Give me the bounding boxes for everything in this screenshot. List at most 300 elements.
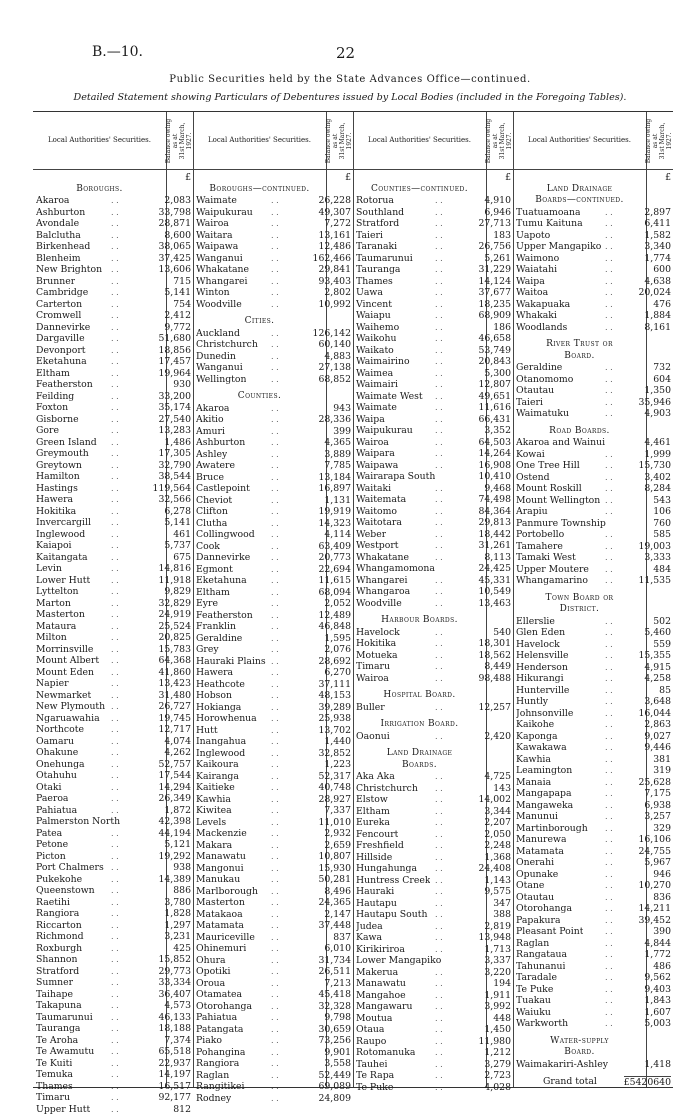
- authority-name: Shannon: [36, 954, 77, 966]
- leader-dots: . .: [271, 955, 279, 967]
- authority-name: Tahunanui: [516, 961, 565, 973]
- authority-name: Stratford: [356, 218, 399, 230]
- authority-name: Henderson: [516, 662, 568, 674]
- leader-dots: . .: [271, 276, 279, 288]
- balance-value: 7,272: [324, 218, 351, 230]
- leader-dots: . .: [111, 667, 119, 679]
- table-row: [353, 627, 513, 639]
- balance-value: 1,223: [324, 759, 351, 771]
- column-header-balance-text: Balance owing as at 31st March, 1927.: [485, 118, 513, 163]
- authority-name: Te Puke: [356, 1082, 393, 1094]
- authority-name: Mackenzie: [196, 828, 247, 840]
- leader-dots: . .: [111, 782, 119, 794]
- table-row: [353, 1013, 513, 1025]
- section-heading: [513, 195, 673, 207]
- table-row: [353, 540, 513, 552]
- leader-dots: . .: [605, 880, 613, 892]
- authority-name: Tumu Kaituna: [516, 218, 583, 230]
- table-row: [33, 644, 193, 656]
- table-row: [513, 506, 673, 518]
- table-row: [513, 742, 673, 754]
- authority-name: Masterton: [36, 609, 85, 621]
- authority-name: Otahuhu: [36, 770, 77, 782]
- authority-name: Richmond: [36, 931, 84, 943]
- table-row: [353, 1036, 513, 1048]
- balance-value: 930: [173, 379, 191, 391]
- leader-dots: . .: [605, 276, 613, 288]
- balance-value: 1,828: [164, 908, 191, 920]
- table-row: [353, 264, 513, 276]
- authority-name: Egmont: [196, 564, 233, 576]
- table-row: [353, 967, 513, 979]
- table-row: [193, 828, 353, 840]
- table-row: [513, 880, 673, 892]
- authority-name: Kaikoura: [196, 759, 239, 771]
- leader-dots: . .: [605, 230, 613, 242]
- table-row: [353, 552, 513, 564]
- table-row: [193, 472, 353, 484]
- authority-name: Ohakune: [36, 747, 78, 759]
- leader-dots: . .: [271, 817, 279, 829]
- column-header-authorities: Local Authorities' Securities.: [513, 112, 646, 169]
- leader-dots: . .: [605, 218, 613, 230]
- leader-dots: . .: [271, 541, 279, 553]
- table-row: [513, 218, 673, 230]
- table-row: [33, 230, 193, 242]
- authority-name: Takapuna: [36, 1000, 82, 1012]
- table-row: [33, 345, 193, 357]
- authority-name: Waitaki: [356, 483, 391, 495]
- authority-name: Hunterville: [516, 685, 569, 697]
- balance-value: 14,294: [158, 782, 191, 794]
- table-row: [353, 886, 513, 898]
- table-row: [193, 920, 353, 932]
- leader-dots: . .: [271, 587, 279, 599]
- authority-name: Ngaruawahia: [36, 713, 100, 725]
- balance-value: 18,188: [158, 1023, 191, 1035]
- leader-dots: . .: [435, 517, 443, 529]
- table-row: [193, 587, 353, 599]
- balance-value: 8,161: [644, 322, 671, 334]
- authority-name: Waikato: [356, 345, 394, 357]
- balance-value: 19,919: [318, 506, 351, 518]
- table-row: [513, 673, 673, 685]
- balance-value: 4,262: [164, 747, 191, 759]
- authority-name: Johnsonville: [516, 708, 573, 720]
- balance-value: 26,756: [478, 241, 511, 253]
- authority-name: Te Puke: [516, 984, 553, 996]
- authority-name: Waipawa: [196, 241, 238, 253]
- balance-value: 600: [653, 264, 671, 276]
- balance-value: 1,131: [324, 495, 351, 507]
- table-row: [353, 875, 513, 887]
- table-row: [193, 840, 353, 852]
- authority-name: Kowai: [516, 449, 545, 461]
- authority-name: Otautau: [516, 892, 554, 904]
- leader-dots: . .: [111, 299, 119, 311]
- authority-name: Featherston: [196, 610, 253, 622]
- authority-name: Otorohanga: [516, 903, 572, 915]
- balance-value: 186: [493, 322, 511, 334]
- table-row: [33, 747, 193, 759]
- balance-value: 4,573: [164, 1000, 191, 1012]
- authority-name: Waimairino: [356, 356, 410, 368]
- column-header-balance-text: Balance owing as at 31st March, 1927.: [645, 118, 673, 163]
- page-number: 22: [336, 44, 355, 62]
- table-row: [353, 898, 513, 910]
- table-row: [33, 678, 193, 690]
- balance-value: 7,785: [324, 460, 351, 472]
- table-row: [513, 800, 673, 812]
- section-heading-text: Land Drainage: [353, 748, 486, 760]
- leader-dots: . .: [605, 984, 613, 996]
- leader-dots: . .: [605, 995, 613, 1007]
- authority-name: Tamahere: [516, 541, 563, 553]
- table-row: [33, 310, 193, 322]
- balance-value: 50,281: [318, 874, 351, 886]
- authority-name: Waipa: [356, 414, 385, 426]
- authority-name: Manawatu: [196, 851, 246, 863]
- balance-value: 143: [493, 783, 511, 795]
- leader-dots: . .: [605, 938, 613, 950]
- column-header-authorities: Local Authorities' Securities.: [33, 112, 166, 169]
- authority-name: Rotorua: [356, 195, 394, 207]
- table-row: [33, 805, 193, 817]
- balance-value: 24,809: [318, 1093, 351, 1105]
- balance-value: 3,333: [644, 552, 671, 564]
- leader-dots: . .: [271, 978, 279, 990]
- balance-value: 11,535: [638, 575, 671, 587]
- table-row: [33, 943, 193, 955]
- leader-dots: . .: [111, 345, 119, 357]
- leader-dots: . .: [435, 333, 443, 345]
- authority-name: Birkenhead: [36, 241, 90, 253]
- authority-name: Clutha: [196, 518, 227, 530]
- table-row: [353, 829, 513, 841]
- balance-value: 20,024: [638, 287, 671, 299]
- balance-value: 3,340: [644, 241, 671, 253]
- authority-name: Avondale: [36, 218, 79, 230]
- leader-dots: . .: [605, 788, 613, 800]
- authority-name: Mangaweka: [516, 800, 573, 812]
- balance-value: £: [505, 172, 511, 184]
- leader-dots: . .: [435, 1001, 443, 1013]
- authority-name: Eketahuna: [36, 356, 87, 368]
- table-row: [513, 811, 673, 823]
- balance-value: 31,734: [318, 955, 351, 967]
- authority-name: Uawa: [356, 287, 383, 299]
- leader-dots: . .: [271, 506, 279, 518]
- leader-dots: . .: [435, 783, 443, 795]
- balance-value: 19,292: [158, 851, 191, 863]
- leader-dots: . .: [111, 195, 119, 207]
- authority-name: Taieri: [356, 230, 383, 242]
- authority-name: Marton: [36, 598, 71, 610]
- authority-name: Kawhia: [516, 754, 551, 766]
- balance-value: 543: [653, 495, 671, 507]
- balance-value: 46,658: [478, 333, 511, 345]
- authority-name: Matamata: [516, 846, 564, 858]
- leader-dots: . .: [111, 931, 119, 943]
- table-row: [353, 990, 513, 1002]
- table-row: [513, 207, 673, 219]
- leader-dots: . .: [271, 437, 279, 449]
- balance-value: 14,002: [478, 794, 511, 806]
- authority-name: Mount Eden: [36, 667, 94, 679]
- leader-dots: . .: [271, 1001, 279, 1013]
- leader-dots: . .: [271, 874, 279, 886]
- leader-dots: . .: [605, 708, 613, 720]
- balance-value: 2,863: [644, 719, 671, 731]
- authority-name: Cromwell: [36, 310, 81, 322]
- balance-value: 37,425: [158, 253, 191, 265]
- section-heading-text: Counties.: [193, 391, 326, 403]
- leader-dots: . .: [111, 862, 119, 874]
- table-row: [513, 708, 673, 720]
- table-row: [193, 374, 353, 386]
- table-column: [193, 112, 353, 1087]
- authority-name: Patea: [36, 828, 62, 840]
- authority-name: Pohangina: [196, 1047, 245, 1059]
- table-row: [193, 633, 353, 645]
- leader-dots: . .: [435, 345, 443, 357]
- authority-name: Hikurangi: [516, 673, 564, 685]
- table-row: [353, 1059, 513, 1071]
- leader-dots: . .: [111, 448, 119, 460]
- authority-name: Queenstown: [36, 885, 95, 897]
- leader-dots: . .: [435, 230, 443, 242]
- balance-value: 1,212: [484, 1047, 511, 1059]
- balance-value: 45,418: [318, 989, 351, 1001]
- authority-name: Heathcote: [196, 679, 245, 691]
- balance-value: 46,133: [158, 1012, 191, 1024]
- authority-name: Mount Albert: [36, 655, 99, 667]
- leader-dots: . .: [605, 846, 613, 858]
- leader-dots: . .: [111, 506, 119, 518]
- leader-dots: . .: [435, 932, 443, 944]
- leader-dots: . .: [271, 989, 279, 1001]
- balance-value: 1,774: [644, 253, 671, 265]
- table-column: [513, 112, 673, 1087]
- balance-value: 14,197: [158, 1069, 191, 1081]
- grand-total-row: [513, 1076, 673, 1088]
- balance-value: 1,911: [484, 990, 511, 1002]
- balance-value: 53,749: [478, 345, 511, 357]
- leader-dots: . .: [435, 195, 443, 207]
- table-row: [353, 322, 513, 334]
- leader-dots: . .: [271, 1024, 279, 1036]
- leader-dots: . .: [435, 575, 443, 587]
- balance-value: 26,727: [158, 701, 191, 713]
- authority-name: Waipukurau: [356, 425, 413, 437]
- balance-value: 14,389: [158, 874, 191, 886]
- balance-value: 484: [653, 564, 671, 576]
- authority-name: Huntly: [516, 696, 548, 708]
- leader-dots: . .: [271, 1081, 279, 1093]
- table-row: [33, 529, 193, 541]
- leader-dots: . .: [605, 869, 613, 881]
- authority-name: Weber: [356, 529, 386, 541]
- balance-value: 17,305: [158, 448, 191, 460]
- leader-dots: . .: [605, 972, 613, 984]
- balance-value: 46,848: [318, 621, 351, 633]
- balance-value: 6,946: [484, 207, 511, 219]
- section-heading: [33, 184, 193, 196]
- authority-name: Waitotara: [356, 517, 402, 529]
- authority-name: Hutt: [196, 725, 218, 737]
- table-row: [33, 333, 193, 345]
- balance-value: 540: [493, 627, 511, 639]
- table-row: [193, 656, 353, 668]
- authority-name: Uapoto: [516, 230, 550, 242]
- authority-name: Kiwitea: [196, 805, 232, 817]
- authority-name: Hungahunga: [356, 863, 417, 875]
- table-row: [513, 616, 673, 628]
- authority-name: Wairoa: [356, 673, 389, 685]
- balance-value: 4,725: [484, 771, 511, 783]
- authority-name: Ashburton: [196, 437, 245, 449]
- balance-value: 6,411: [644, 218, 671, 230]
- leader-dots: . .: [605, 673, 613, 685]
- balance-value: 12,257: [478, 702, 511, 714]
- table-row: [33, 379, 193, 391]
- leader-dots: . .: [271, 943, 279, 955]
- balance-value: 14,124: [478, 276, 511, 288]
- table-row: [353, 731, 513, 743]
- authority-name: Masterton: [196, 897, 245, 909]
- balance-value: 4,915: [644, 662, 671, 674]
- balance-value: 9,829: [164, 586, 191, 598]
- table-row: [353, 978, 513, 990]
- balance-value: 15,852: [158, 954, 191, 966]
- leader-dots: . .: [111, 310, 119, 322]
- leader-dots: . .: [111, 1092, 119, 1104]
- leader-dots: . .: [605, 639, 613, 651]
- leader-dots: . .: [271, 840, 279, 852]
- authority-name: Hokianga: [196, 702, 241, 714]
- leader-dots: . .: [435, 414, 443, 426]
- balance-value: 32,829: [158, 598, 191, 610]
- table-row: [513, 541, 673, 553]
- balance-value: 19,745: [158, 713, 191, 725]
- table-row: [513, 834, 673, 846]
- leader-dots: . .: [435, 840, 443, 852]
- table-row: [513, 172, 673, 184]
- leader-dots: . .: [605, 616, 613, 628]
- balance-value: 52,757: [158, 759, 191, 771]
- column-rows: [513, 172, 673, 1088]
- table-row: [353, 414, 513, 426]
- page-header: [0, 44, 700, 64]
- balance-value: 3,889: [324, 449, 351, 461]
- balance-value: 7,175: [644, 788, 671, 800]
- balance-value: 938: [173, 862, 191, 874]
- balance-value: 13,161: [318, 230, 351, 242]
- leader-dots: . .: [111, 368, 119, 380]
- leader-dots: . .: [435, 586, 443, 598]
- balance-value: 38,065: [158, 241, 191, 253]
- table-row: [353, 955, 513, 967]
- leader-dots: . .: [111, 954, 119, 966]
- authority-name: Woodlands: [516, 322, 567, 334]
- table-row: [513, 1059, 673, 1071]
- authority-name: Raglan: [516, 938, 549, 950]
- balance-value: 52,317: [318, 771, 351, 783]
- leader-dots: . .: [435, 863, 443, 875]
- authority-name: Rodney: [196, 1093, 231, 1105]
- leader-dots: . .: [435, 218, 443, 230]
- leader-dots: . .: [605, 322, 613, 334]
- leader-dots: . .: [111, 644, 119, 656]
- section-heading-text: Boards.: [353, 760, 486, 772]
- leader-dots: . .: [435, 967, 443, 979]
- table-row: [513, 460, 673, 472]
- balance-value: 3,220: [484, 967, 511, 979]
- table-row: [353, 425, 513, 437]
- table-row: [33, 931, 193, 943]
- leader-dots: . .: [605, 811, 613, 823]
- leader-dots: . .: [435, 540, 443, 552]
- table-row: [193, 621, 353, 633]
- balance-value: 12,486: [318, 241, 351, 253]
- table-row: [353, 944, 513, 956]
- authority-name: Hautapu: [356, 898, 397, 910]
- authority-name: Papakura: [516, 915, 560, 927]
- leader-dots: . .: [111, 529, 119, 541]
- table-row: [513, 564, 673, 576]
- authority-name: Warkworth: [516, 1018, 568, 1030]
- balance-value: 5,141: [164, 287, 191, 299]
- table-row: [513, 472, 673, 484]
- authority-name: Portobello: [516, 529, 564, 541]
- balance-value: 28,871: [158, 218, 191, 230]
- leader-dots: . .: [271, 218, 279, 230]
- leader-dots: . .: [271, 414, 279, 426]
- leader-dots: . .: [111, 632, 119, 644]
- leader-dots: . .: [111, 1023, 119, 1035]
- table-column: [353, 112, 513, 1087]
- balance-value: 26,349: [158, 793, 191, 805]
- leader-dots: . .: [111, 655, 119, 667]
- leader-dots: . .: [605, 834, 613, 846]
- authority-name: Tauranga: [356, 264, 400, 276]
- balance-value: 16,106: [638, 834, 671, 846]
- balance-value: 14,323: [318, 518, 351, 530]
- authority-name: Hillside: [356, 852, 392, 864]
- table-row: [193, 195, 353, 207]
- leader-dots: . .: [111, 690, 119, 702]
- authority-name: Whangarei: [196, 276, 248, 288]
- balance-value: 37,111: [318, 679, 351, 691]
- authority-name: Newmarket: [36, 690, 91, 702]
- balance-value: 715: [173, 276, 191, 288]
- leader-dots: . .: [605, 374, 613, 386]
- balance-value: 37,677: [478, 287, 511, 299]
- authority-name: Otane: [516, 880, 544, 892]
- leader-dots: . .: [271, 495, 279, 507]
- leader-dots: . .: [271, 362, 279, 374]
- leader-dots: . .: [435, 650, 443, 662]
- balance-value: 476: [653, 299, 671, 311]
- leader-dots: . .: [435, 806, 443, 818]
- leader-dots: . .: [605, 495, 613, 507]
- balance-value: 3,231: [164, 931, 191, 943]
- leader-dots: . .: [111, 517, 119, 529]
- authority-name: Kaikohe: [516, 719, 554, 731]
- balance-value: 2,248: [484, 840, 511, 852]
- table-row: [193, 506, 353, 518]
- section-heading-text: River Trust or: [513, 339, 646, 351]
